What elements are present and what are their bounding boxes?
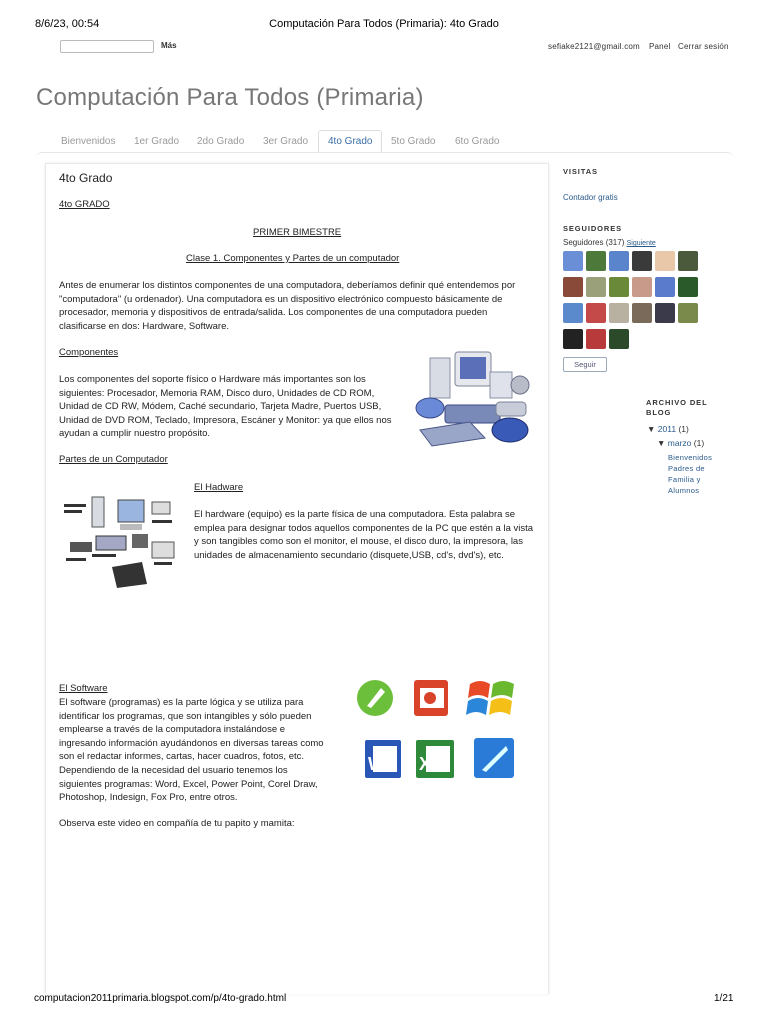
follower-avatar[interactable] [655,251,675,271]
contador-link[interactable]: Contador gratis [563,193,618,202]
follower-avatar[interactable] [563,277,583,297]
follower-avatar[interactable] [632,303,652,323]
tab-bienvenidos[interactable]: Bienvenidos [61,136,116,147]
tab-4to-grado[interactable]: 4to Grado [318,130,382,153]
print-url: computacion2011primaria.blogspot.com/p/4to-grado.html [34,993,287,1004]
intro-paragraph: Antes de enumerar los distintos componentes de una computadora, deberíamos definir qué entendemos por "computadora" (u ordenador). Una computadora es un dispositivo electrónico compuesto básicamente de procesador, memoria y dispositivos de entrada/salida. Los componentes de una computadora pueden clasificarse en dos: Hardware, Software. [59,280,516,332]
follower-avatar[interactable] [655,277,675,297]
hardware-devices-image [410,350,535,450]
navbar-panel-link[interactable]: Panel [649,42,671,51]
partes-heading: Partes de un Computador [59,454,168,465]
svg-text:W: W [368,754,385,774]
hardware-paragraph: El hardware (equipo) es la parte física de una computadora. Esta palabra se emplea para designar todos aquellos componentes de la PC que estén a la vista y son tangibles como son el monitor, el mouse, el disco duro, la impresora, las unidades de almacenamiento secundario (disquete,USB, cd's, dvd's), etc. [194,509,534,561]
corel-draw-icon [355,678,395,718]
follow-button[interactable]: Seguir [563,357,607,372]
windows-logo-icon [466,676,518,722]
seguidores-next-link[interactable]: Siguiente [626,240,656,247]
follower-avatar[interactable] [678,303,698,323]
componentes-paragraph: Los componentes del soporte físico o Hardware más importantes son los siguientes: Procesador, Memoria RAM, Disco duro, Unidades de CD ROM, Unidad de CD RW, Módem, Caché secundario, Tarjeta Madre, Puertos USB, Unidad de DVD ROM, Teclado, Impresora, Escáner y Monitor: ya que ellos nos ayudan a cumplir nuestro propósito. [59,374,392,440]
follower-avatar[interactable] [586,251,606,271]
video-note: Observa este video en compañía de tu papito y mamita: [59,818,295,829]
archive-year-2011[interactable]: ▼ 2011 (1) [647,424,689,434]
visitas-heading: VISITAS [563,167,598,176]
powerpoint-icon [410,678,452,718]
follower-avatar[interactable] [632,251,652,271]
follower-avatar[interactable] [655,303,675,323]
follower-avatar[interactable] [609,303,629,323]
archive-month-count: (1) [693,438,705,448]
navbar-email: sefiake2121@gmail.com [548,42,640,51]
excel-icon [414,738,456,780]
print-page-number: 1/21 [714,993,734,1004]
archive-month-marzo[interactable]: ▼ marzo (1) [657,438,705,448]
navbar-more-link[interactable]: Más [161,41,177,50]
print-date: 8/6/23, 00:54 [35,18,100,30]
archive-month-label[interactable]: marzo [667,438,692,448]
componentes-heading: Componentes [59,347,119,358]
publisher-icon [472,736,516,780]
post-title: 4to Grado [59,171,113,185]
follower-avatar[interactable] [632,277,652,297]
follower-avatar[interactable] [678,251,698,271]
archive-year-label[interactable]: 2011 [657,424,677,434]
hardware-heading: El Hadware [194,482,244,493]
follower-avatar[interactable] [609,329,629,349]
seguidores-label: Seguidores (317) [563,238,625,247]
follower-avatar[interactable] [586,277,606,297]
blog-title[interactable]: Computación Para Todos (Primaria) [36,84,424,111]
tab-2do-grado[interactable]: 2do Grado [197,136,245,147]
follower-avatar[interactable] [609,251,629,271]
follower-avatar[interactable] [563,251,583,271]
word-icon [363,738,403,780]
follower-avatar[interactable] [563,303,583,323]
seguidores-count [563,238,656,247]
bimestre-heading: PRIMER BIMESTRE [253,227,342,238]
software-paragraph: El software (programas) es la parte lógica y se utiliza para identificar los programas, que son intangibles y sólo pueden emplearse a través de la computadora instalándose e ingresando información ayudándonos en diversas tareas como son el redactar informes, cartas, hacer cuadros, fotos, etc. Dependiendo de la necesidad del usuario tenemos los siguientes programas: Word, Excel, Power Point, Corel Draw, Photoshop, Indesign, Fox Pro, entre otros. [59,697,324,804]
print-title: Computación Para Todos (Primaria): 4to Grado [269,18,499,30]
tab-6to-grado[interactable]: 6to Grado [455,136,500,147]
tab-5to-grado[interactable]: 5to Grado [391,136,436,147]
follower-avatar[interactable] [586,329,606,349]
follower-avatar[interactable] [678,277,698,297]
archivo-heading: ARCHIVO DEL BLOG [646,398,708,417]
grade-link[interactable]: 4to GRADO [59,199,110,210]
follower-avatar[interactable] [586,303,606,323]
seguidores-heading: SEGUIDORES [563,224,623,233]
navbar-search-input[interactable] [60,40,154,53]
follower-avatar[interactable] [563,329,583,349]
clase-heading: Clase 1. Componentes y Partes de un computador [186,253,400,264]
navbar-logout-link[interactable]: Cerrar sesión [678,42,729,51]
follower-avatar[interactable] [609,277,629,297]
computer-parts-diagram [62,492,180,592]
archive-year-count: (1) [678,424,689,434]
svg-text:X: X [419,754,432,774]
archive-post-link[interactable]: Bienvenidos Padres de Familia y Alumnos [668,453,713,495]
tab-3er-grado[interactable]: 3er Grado [263,136,309,147]
tab-1er-grado[interactable]: 1er Grado [134,136,180,147]
software-heading: El Software [59,683,108,694]
